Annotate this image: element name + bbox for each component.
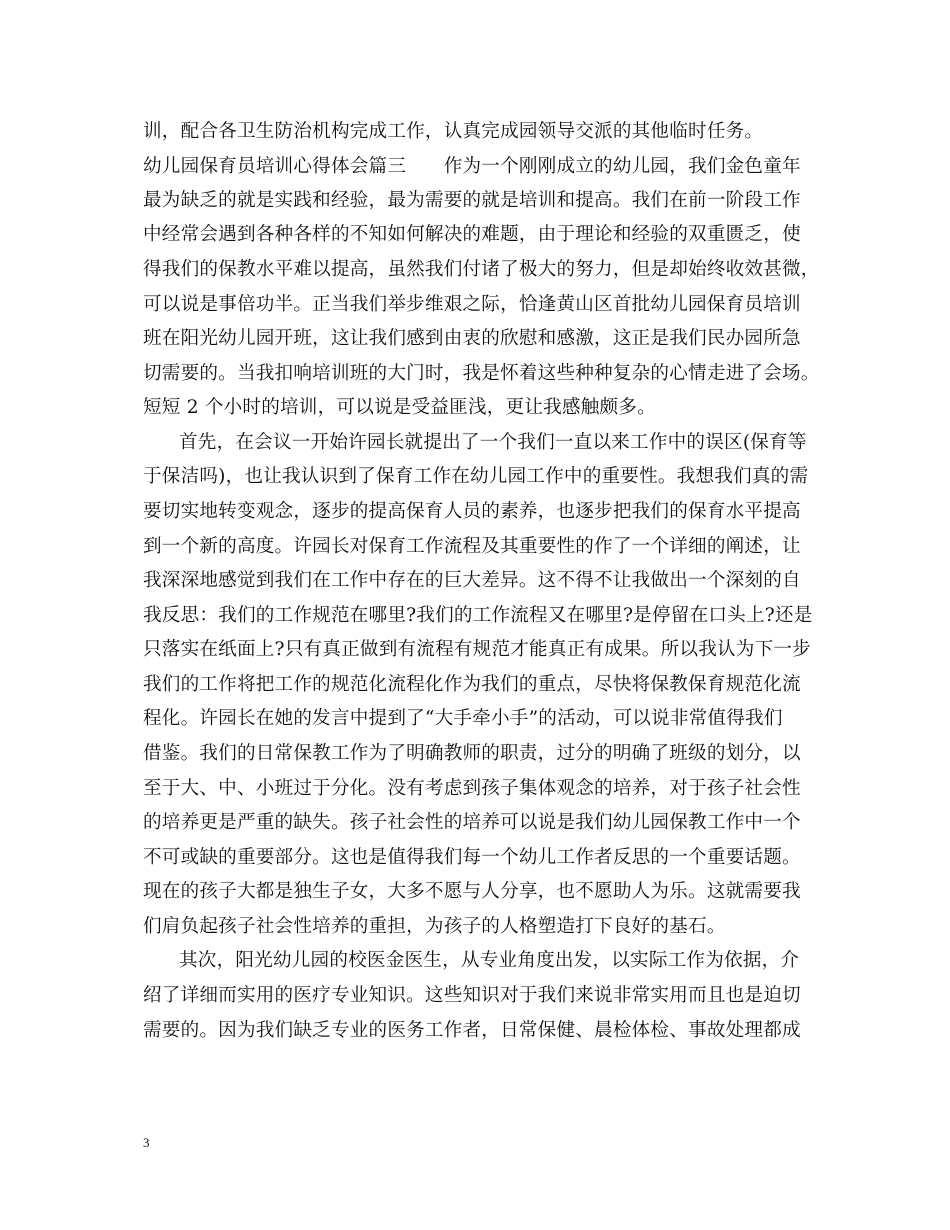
- paragraph-start-line: 其次，阳光幼儿园的校医金医生，从专业角度出发，以实际工作为依据，介: [179, 950, 800, 971]
- text-line: 得我们的保教水平难以提高，虽然我们付诸了极大的努力，但是却始终收效甚微，: [143, 259, 820, 280]
- text-line: 的培养更是严重的缺失。孩子社会性的培养可以说是我们幼儿园保教工作中一个: [143, 812, 801, 833]
- text-line: 于保洁吗)，也让我认识到了保育工作在幼儿园工作中的重要性。我想我们真的需: [143, 466, 809, 487]
- page-number: 3: [143, 1135, 150, 1150]
- text-line: 要切实地转变观念，逐步的提高保育人员的素养，也逐步把我们的保育水平提高: [143, 501, 801, 522]
- text-line: 到一个新的高度。许园长对保育工作流程及其重要性的作了一个详细的阐述，让: [143, 536, 801, 557]
- text-line: 我反思：我们的工作规范在哪里?我们的工作流程又在哪里?是停留在口头上?还是: [143, 605, 813, 626]
- text-line: 我深深地感觉到我们在工作中存在的巨大差异。这不得不让我做出一个深刻的自: [143, 570, 801, 591]
- text-line: 只落实在纸面上?只有真正做到有流程有规范才能真正有成果。所以我认为下一步: [143, 639, 811, 660]
- text-line: 训，配合各卫生防治机构完成工作，认真完成园领导交派的其他临时任务。: [143, 121, 764, 142]
- section-heading-line: 幼儿园保育员培训心得体会篇三 作为一个刚刚成立的幼儿园，我们金色童年: [143, 156, 801, 177]
- text-line: 程化。许园长在她的发言中提到了“大手牵小手”的活动，可以说非常值得我们: [143, 708, 783, 729]
- paragraph-start-line: 首先，在会议一开始许园长就提出了一个我们一直以来工作中的误区(保育等: [179, 432, 807, 453]
- text-line: 不可或缺的重要部分。这也是值得我们每一个幼儿工作者反思的一个重要话题。: [143, 847, 801, 868]
- text-line: 我们的工作将把工作的规范化流程化作为我们的重点，尽快将保教保育规范化流: [143, 674, 801, 695]
- text-line: 切需要的。当我扣响培训班的大门时，我是怀着这些种种复杂的心情走进了会场。: [143, 363, 820, 384]
- text-line: 借鉴。我们的日常保教工作为了明确教师的职责，过分的明确了班级的划分，以: [143, 743, 801, 764]
- text-line: 中经常会遇到各种各样的不知如何解决的难题，由于理论和经验的双重匮乏，使: [143, 224, 801, 245]
- text-line: 最为缺乏的就是实践和经验，最为需要的就是培训和提高。我们在前一阶段工作: [143, 190, 801, 211]
- text-line: 现在的孩子大都是独生子女，大多不愿与人分享，也不愿助人为乐。这就需要我: [143, 881, 801, 902]
- text-line: 需要的。因为我们缺乏专业的医务工作者，日常保健、晨检体检、事故处理都成: [143, 1020, 801, 1041]
- text-line: 至于大、中、小班过于分化。没有考虑到孩子集体观念的培养，对于孩子社会性: [143, 778, 801, 799]
- text-line: 绍了详细而实用的医疗专业知识。这些知识对于我们来说非常实用而且也是迫切: [143, 985, 801, 1006]
- text-line: 可以说是事倍功半。正当我们举步维艰之际，恰逢黄山区首批幼儿园保育员培训: [143, 294, 801, 315]
- text-line: 短短 2 个小时的培训，可以说是受益匪浅，更让我感触颇多。: [143, 397, 656, 418]
- text-line: 班在阳光幼儿园开班，这让我们感到由衷的欣慰和感激，这正是我们民办园所急: [143, 328, 801, 349]
- text-line: 们肩负起孩子社会性培养的重担，为孩子的人格塑造打下良好的基石。: [143, 916, 726, 937]
